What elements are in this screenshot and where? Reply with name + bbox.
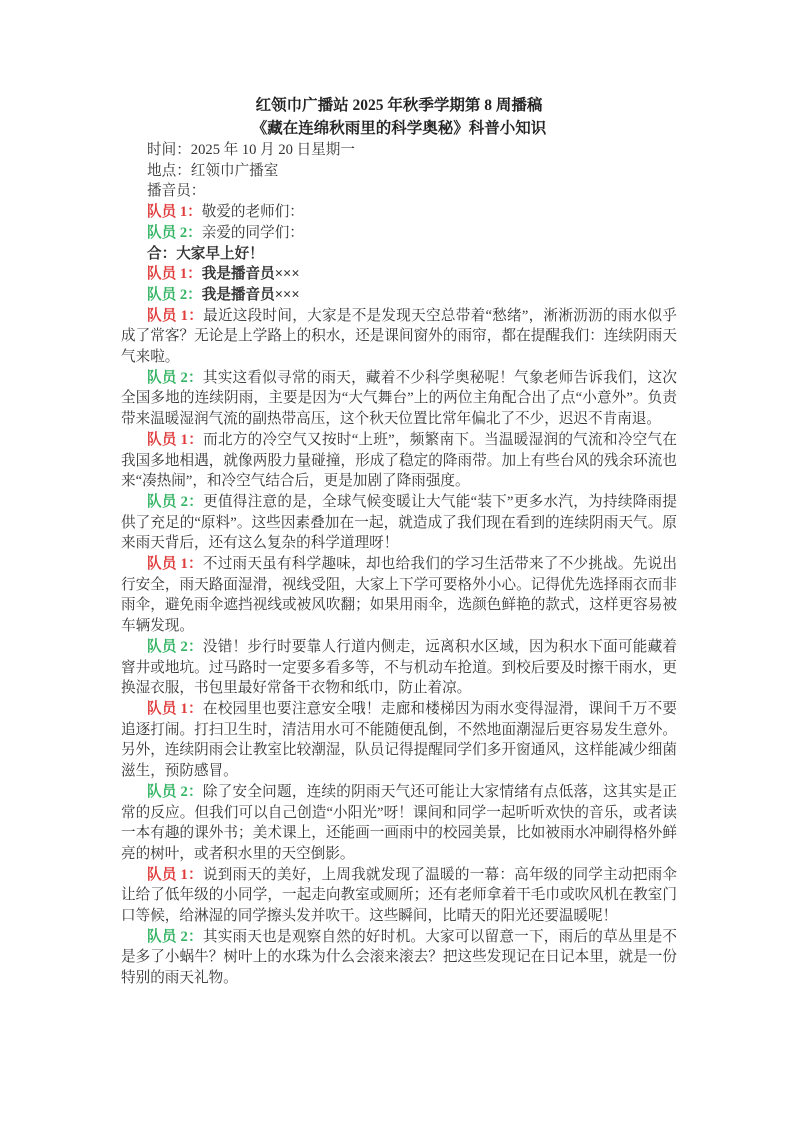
speaker-label: 队员 1：	[147, 307, 204, 324]
dialogue-text: 没错！步行时要靠人行道内侧走，远离积水区域，因为积水下面可能藏着窨井或地坑。过马路时一定要多看多等，不与机动车抢道。到校后要及时擦干雨水，更换湿衣服，书包里最好常备干衣物和纸巾，防止着凉。	[121, 638, 677, 697]
dialogue-paragraph	[121, 699, 677, 782]
speaker-label: 队员 2：	[147, 369, 203, 386]
dialogue-text: 我是播音员×××	[201, 266, 300, 283]
speaker-label: 队员 2：	[147, 783, 203, 800]
dialogue-text: 说到雨天的美好，上周我就发现了温暖的一幕：高年级的同学主动把雨伞让给了低年级的小同学，一起走向教室或厕所；还有老师拿着干毛巾或吹风机在教室门口等候，给淋湿的同学擦头发并吹干。这些瞬间，比晴天的阳光还要温暖呢！	[121, 866, 677, 925]
dialogue-paragraph	[121, 865, 677, 927]
dialogue-text: 除了安全问题，连续的阴雨天气还可能让大家情绪有点低落，这其实是正常的反应。但我们可以自己创造“小阳光”呀！课间和同学一起听听欢快的音乐，或者读一本有趣的课外书；美术课上，还能画一画雨中的校园美景，比如被雨水冲刷得格外鲜亮的树叶，或者积水里的天空倒影。	[121, 783, 677, 862]
speaker-label: 合：	[147, 245, 177, 262]
document-subtitle: 《藏在连绵秋雨里的科学奥秘》科普小知识	[251, 120, 547, 137]
dialogue-text: 最近这段时间，大家是不是发现天空总带着“愁绪”，淅淅沥沥的雨水似乎成了常客？无论是上学路上的积水，还是课间窗外的雨帘，都在提醒我们：连续阴雨天气来啦。	[121, 307, 677, 366]
dialogue-paragraph	[121, 927, 677, 989]
speaker-label: 队员 1：	[147, 700, 203, 717]
meta-row	[121, 161, 677, 182]
speaker-label: 队员 1：	[147, 266, 202, 283]
dialogue-paragraph	[121, 306, 677, 368]
dialogue-text: 其实雨天也是观察自然的好时机。大家可以留意一下，雨后的草丛里是不是多了小蜗牛？树叶上的水珠为什么会滚来滚去？把这些发现记在日记本里，就是一份特别的雨天礼物。	[121, 928, 677, 987]
dialogue-text: 大家早上好！	[176, 245, 264, 262]
dialogue-paragraph	[121, 492, 677, 554]
dialogue-text: 而北方的冷空气又按时“上班”，频繁南下。当温暖湿润的气流和冷空气在我国多地相遇，就像两股力量碰撞，形成了稳定的降雨带。加上有些台风的残余环流也来“凑热闹”，和冷空气结合后，更是加剧了降雨强度。	[121, 431, 677, 490]
meta-value: 红领巾广播室	[190, 162, 279, 179]
meta-label: 地点：	[147, 162, 191, 179]
dialogue-text: 不过雨天虽有科学趣味，却也给我们的学习生活带来了不少挑战。先说出行安全，雨天路面湿滑，视线受阻，大家上下学可要格外小心。记得优先选择雨衣而非雨伞，避免雨伞遮挡视线或被风吹翻；如果用雨伞，选颜色鲜艳的款式，这样更容易被车辆发现。	[121, 556, 677, 635]
dialogue-paragraph	[121, 244, 677, 265]
meta-label: 时间：	[147, 142, 191, 158]
document-title: 红领巾广播站 2025 年秋季学期第 8 周播稿	[255, 97, 543, 114]
dialogue-paragraph	[121, 264, 677, 285]
dialogue-paragraph	[121, 637, 677, 699]
dialogue-paragraph	[121, 554, 677, 637]
speaker-label: 队员 1：	[147, 556, 203, 573]
meta-row	[121, 181, 677, 202]
dialogue-text: 我是播音员×××	[201, 286, 300, 303]
dialogue-text: 亲爱的同学们：	[201, 224, 304, 241]
speaker-label: 队员 1：	[147, 431, 204, 448]
dialogue-paragraph	[121, 368, 677, 430]
speaker-label: 队员 2：	[147, 928, 203, 945]
dialogue-paragraph	[121, 285, 677, 306]
meta-section	[121, 140, 677, 202]
speaker-label: 队员 2：	[147, 286, 202, 303]
speaker-label: 队员 2：	[147, 638, 203, 655]
dialogue-text: 其实这看似寻常的雨天，藏着不少科学奥秘呢！气象老师告诉我们，这次全国多地的连续阴雨，主要是因为“大气舞台”上的两位主角配合出了点“小意外”。负责带来温暖湿润气流的副热带高压，这个秋天位置比常年偏北了不少，迟迟不肯南退。	[121, 369, 677, 428]
dialogue-paragraph	[121, 782, 677, 865]
meta-row	[121, 140, 677, 161]
document-content	[121, 94, 677, 989]
speaker-label: 队员 1：	[147, 204, 202, 221]
meta-label: 播音员：	[147, 183, 206, 200]
speaker-label: 队员 2：	[147, 493, 204, 510]
meta-value: 2025 年 10 月 20 日星期一	[190, 142, 355, 158]
script-body	[121, 202, 677, 989]
dialogue-text: 敬爱的老师们：	[201, 204, 304, 221]
speaker-label: 队员 2：	[147, 224, 202, 241]
dialogue-paragraph	[121, 223, 677, 244]
speaker-label: 队员 1：	[147, 866, 203, 883]
dialogue-text: 在校园里也要注意安全哦！走廊和楼梯因为雨水变得湿滑，课间千万不要追逐打闹。打扫卫生时，清洁用水可不能随便乱倒，不然地面潮湿后更容易发生意外。另外，连续阴雨会让教室比较潮湿，队员记得提醒同学们多开窗通风，这样能减少细菌滋生，预防感冒。	[121, 700, 677, 780]
dialogue-paragraph	[121, 202, 677, 223]
dialogue-text: 更值得注意的是，全球气候变暖让大气能“装下”更多水汽，为持续降雨提供了充足的“原料”。这些因素叠加在一起，就造成了我们现在看到的连续阴雨天气。原来雨天背后，还有这么复杂的科学道理呀！	[121, 493, 677, 552]
dialogue-paragraph	[121, 430, 677, 492]
